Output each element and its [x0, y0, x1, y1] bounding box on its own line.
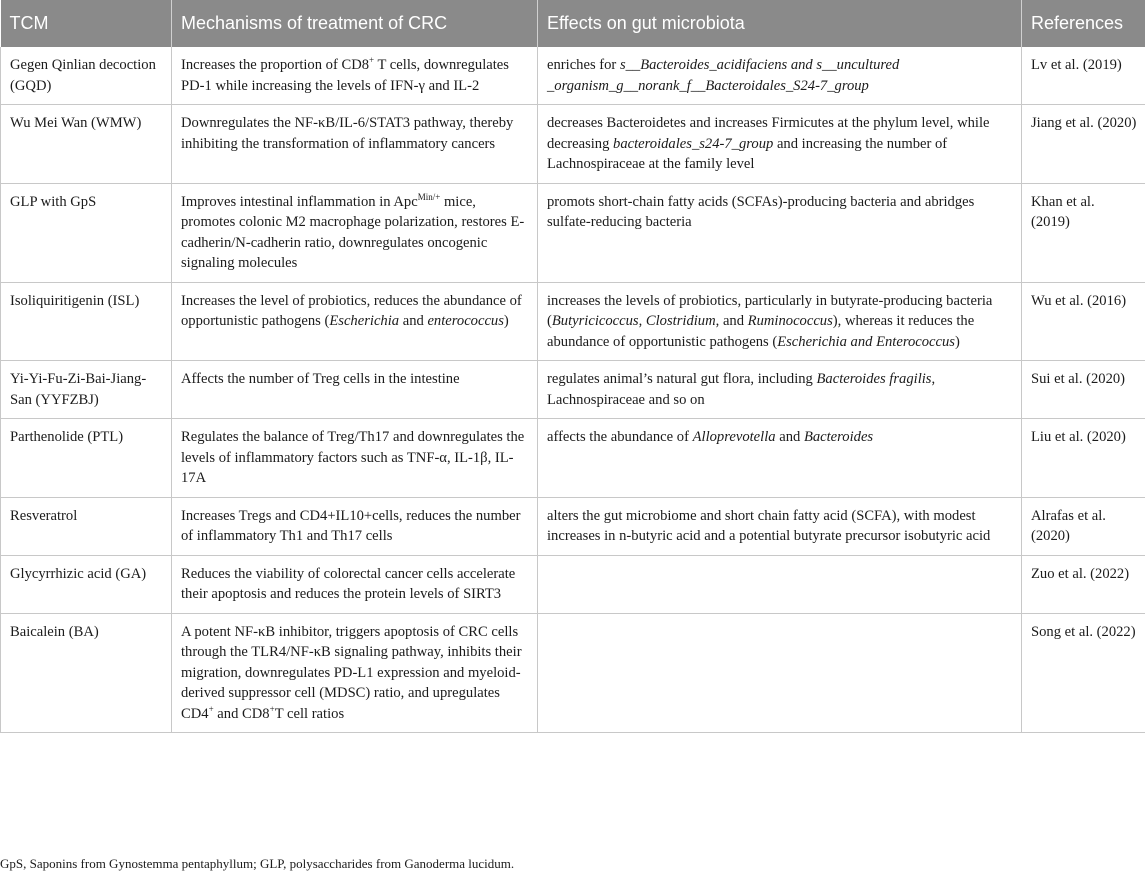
header-references: References	[1022, 0, 1145, 47]
cell-tcm: GLP with GpS	[1, 183, 172, 282]
cell-mechanism: Improves intestinal inflammation in Apc$^{Min/+}$ mice, promotes colonic M2 macrophage polarization, restores E-cadherin/N-cadherin ratio, downregulates oncogenic signaling molecules	[172, 183, 538, 282]
cell-tcm: Gegen Qinlian decoction (GQD)	[1, 47, 172, 105]
cell-reference: Zuo et al. (2022)	[1022, 555, 1145, 613]
cell-mechanism: Affects the number of Treg cells in the intestine	[172, 361, 538, 419]
cell-tcm: Isoliquiritigenin (ISL)	[1, 282, 172, 361]
cell-mechanism: Downregulates the NF-κB/IL-6/STAT3 pathway, thereby inhibiting the transformation of inflammatory cancers	[172, 105, 538, 184]
cell-effects: decreases Bacteroidetes and increases Firmicutes at the phylum level, while decreasing bacteroidales_s24-7_group and increasing the number of Lachnospiraceae at the family level	[538, 105, 1022, 184]
italic-term: enterococcus	[427, 313, 504, 329]
cell-mechanism: Reduces the viability of colorectal cancer cells accelerate their apoptosis and reduces the protein levels of SIRT3	[172, 555, 538, 613]
italic-term: Butyricicoccus	[551, 313, 639, 329]
cell-tcm: Parthenolide (PTL)	[1, 419, 172, 498]
cell-reference: Liu et al. (2020)	[1022, 419, 1145, 498]
cell-tcm: Yi-Yi-Fu-Zi-Bai-Jiang-San (YYFZBJ)	[1, 361, 172, 419]
superscript: +	[208, 703, 214, 714]
cell-tcm: Wu Mei Wan (WMW)	[1, 105, 172, 184]
table-row	[1, 555, 1145, 613]
table-footnote: GpS, Saponins from Gynostemma pentaphyllum; GLP, polysaccharides from Ganoderma lucidum.	[0, 856, 515, 871]
cell-effects	[538, 555, 1022, 613]
table-header	[1, 0, 1145, 47]
superscript: Min/+	[417, 191, 441, 202]
cell-reference: Alrafas et al. (2020)	[1022, 497, 1145, 555]
cell-tcm: Resveratrol	[1, 497, 172, 555]
table-row	[1, 105, 1145, 184]
italic-term: Clostridium	[645, 313, 716, 329]
cell-reference: Sui et al. (2020)	[1022, 361, 1145, 419]
cell-effects: affects the abundance of Alloprevotella and Bacteroides	[538, 419, 1022, 498]
cell-effects: alters the gut microbiome and short chain fatty acid (SCFA), with modest increases in n-butyric acid and a potential butyrate precursor isobutyric acid	[538, 497, 1022, 555]
cell-mechanism: Regulates the balance of Treg/Th17 and downregulates the levels of inflammatory factors such as TNF-α, IL-1β, IL-17A	[172, 419, 538, 498]
italic-term: Bacteroides fragilis	[816, 371, 932, 387]
cell-effects: increases the levels of probiotics, particularly in butyrate-producing bacteria (Butyricicoccus, Clostridium, and Ruminococcus), whereas it reduces the abundance of opportunistic pathogens (Escherichia and Enterococcus)	[538, 282, 1022, 361]
superscript: +	[369, 55, 375, 65]
cell-effects	[538, 613, 1022, 733]
superscript: +	[269, 703, 275, 714]
header-effects: Effects on gut microbiota	[538, 0, 1022, 47]
cell-reference: Lv et al. (2019)	[1022, 47, 1145, 105]
cell-effects: enriches for s__Bacteroides_acidifaciens and s__uncultured _organism_g__norank_f__Bacteroidales_S24-7_group	[538, 47, 1022, 105]
cell-tcm: Glycyrrhizic acid (GA)	[1, 555, 172, 613]
italic-term: Escherichia	[329, 313, 400, 329]
cell-mechanism: Increases Tregs and CD4+IL10+cells, reduces the number of inflammatory Th1 and Th17 cells	[172, 497, 538, 555]
table-row	[1, 497, 1145, 555]
header-row	[1, 0, 1145, 47]
italic-term: Bacteroides	[803, 429, 874, 445]
table-body	[1, 47, 1145, 733]
table-row	[1, 183, 1145, 282]
cell-reference: Jiang et al. (2020)	[1022, 105, 1145, 184]
cell-reference: Khan et al. (2019)	[1022, 183, 1145, 282]
table-row	[1, 613, 1145, 733]
italic-term: s__Bacteroides_acidifaciens and s__uncultured _organism_g__norank_f__Bacteroidales_S24-7_group	[547, 57, 900, 94]
cell-reference: Wu et al. (2016)	[1022, 282, 1145, 361]
cell-mechanism: Increases the proportion of CD8+ T cells, downregulates PD-1 while increasing the levels of IFN-γ and IL-2	[172, 47, 538, 105]
italic-term: Alloprevotella	[692, 429, 776, 445]
table-row	[1, 419, 1145, 498]
cell-mechanism: A potent NF-κB inhibitor, triggers apoptosis of CRC cells through the TLR4/NF-κB signaling pathway, inhibits their migration, downregulates PD-L1 expression and myeloid-derived suppressor cell (MDSC) ratio, and upregulates CD4+ and CD8+T cell ratios	[172, 613, 538, 733]
italic-term: Ruminococcus	[747, 313, 833, 329]
italic-term: bacteroidales_s24-7_group	[613, 135, 774, 152]
table-row	[1, 361, 1145, 419]
cell-mechanism: Increases the level of probiotics, reduces the abundance of opportunistic pathogens (Escherichia and enterococcus)	[172, 282, 538, 361]
italic-term: Escherichia and Enterococcus	[777, 333, 955, 350]
table-row	[1, 47, 1145, 105]
cell-reference: Song et al. (2022)	[1022, 613, 1145, 733]
table-row	[1, 282, 1145, 361]
header-tcm: TCM	[1, 0, 172, 47]
header-mechanisms: Mechanisms of treatment of CRC	[172, 0, 538, 47]
cell-effects: promots short-chain fatty acids (SCFAs)-producing bacteria and abridges sulfate-reducing bacteria	[538, 183, 1022, 282]
cell-effects: regulates animal’s natural gut flora, including Bacteroides fragilis, Lachnospiraceae and so on	[538, 361, 1022, 419]
cell-tcm: Baicalein (BA)	[1, 613, 172, 733]
